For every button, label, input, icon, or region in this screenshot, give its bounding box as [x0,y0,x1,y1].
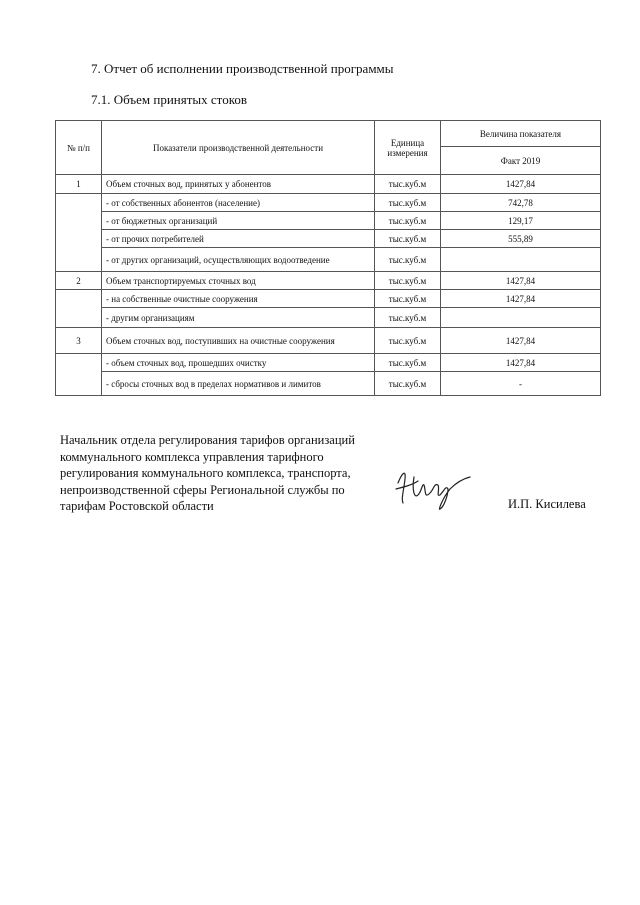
row-value: 742,78 [441,194,601,212]
wastewater-volume-table [55,120,601,396]
row-value: 1427,84 [441,328,601,354]
handwritten-signature [392,455,472,515]
row-value: 555,89 [441,230,601,248]
row-value: 1427,84 [441,175,601,194]
table-row [56,354,601,372]
row-unit: тыс.куб.м [375,175,441,194]
row-num [56,290,102,328]
table-row [56,248,601,272]
row-unit: тыс.куб.м [375,308,441,328]
row-indicator: Объем сточных вод, поступивших на очистные сооружения [102,328,375,354]
header-unit: Единица измерения [375,121,441,175]
row-unit: тыс.куб.м [375,230,441,248]
row-unit: тыс.куб.м [375,212,441,230]
row-unit: тыс.куб.м [375,194,441,212]
row-unit: тыс.куб.м [375,328,441,354]
table-row [56,308,601,328]
row-value [441,248,601,272]
row-indicator: - другим организациям [102,308,375,328]
row-value: 1427,84 [441,272,601,290]
header-value-group: Величина показателя [441,121,601,147]
row-value [441,308,601,328]
row-unit: тыс.куб.м [375,290,441,308]
table-row [56,194,601,212]
signatory-position: Начальник отдела регулирования тарифов организаций коммунального комплекса управления тарифного регулирования коммунального комплекса, транспорта, непроизводственной сферы Региональной службы по тарифам Ростовской области [60,433,355,513]
row-num: 2 [56,272,102,290]
row-indicator: - от других организаций, осуществляющих водоотведение [102,248,375,272]
row-num: 3 [56,328,102,354]
section-title: 7. Отчет об исполнении производственной программы [91,61,394,76]
row-unit: тыс.куб.м [375,372,441,396]
row-unit: тыс.куб.м [375,248,441,272]
subsection-title: 7.1. Объем принятых стоков [91,92,247,107]
row-value: - [441,372,601,396]
row-unit: тыс.куб.м [375,354,441,372]
table-row [56,272,601,290]
header-indicator: Показатели производственной деятельности [102,121,375,175]
row-indicator: - от бюджетных организаций [102,212,375,230]
row-indicator: Объем сточных вод, принятых у абонентов [102,175,375,194]
row-value: 1427,84 [441,354,601,372]
row-num: 1 [56,175,102,194]
table-row [56,372,601,396]
row-num [56,354,102,396]
table-row [56,212,601,230]
row-indicator: - сбросы сточных вод в пределах нормативов и лимитов [102,372,375,396]
row-value: 129,17 [441,212,601,230]
row-num [56,194,102,272]
table-row [56,230,601,248]
table-row [56,290,601,308]
header-num: № п/п [56,121,102,175]
row-unit: тыс.куб.м [375,272,441,290]
row-indicator: - от собственных абонентов (население) [102,194,375,212]
row-indicator: - объем сточных вод, прошедших очистку [102,354,375,372]
table-row [56,175,601,194]
row-indicator: - от прочих потребителей [102,230,375,248]
signatory-name: И.П. Кисилева [508,497,586,511]
row-indicator: Объем транспортируемых сточных вод [102,272,375,290]
table-row [56,328,601,354]
row-indicator: - на собственные очистные сооружения [102,290,375,308]
header-value-sub: Факт 2019 [441,147,601,175]
row-value: 1427,84 [441,290,601,308]
